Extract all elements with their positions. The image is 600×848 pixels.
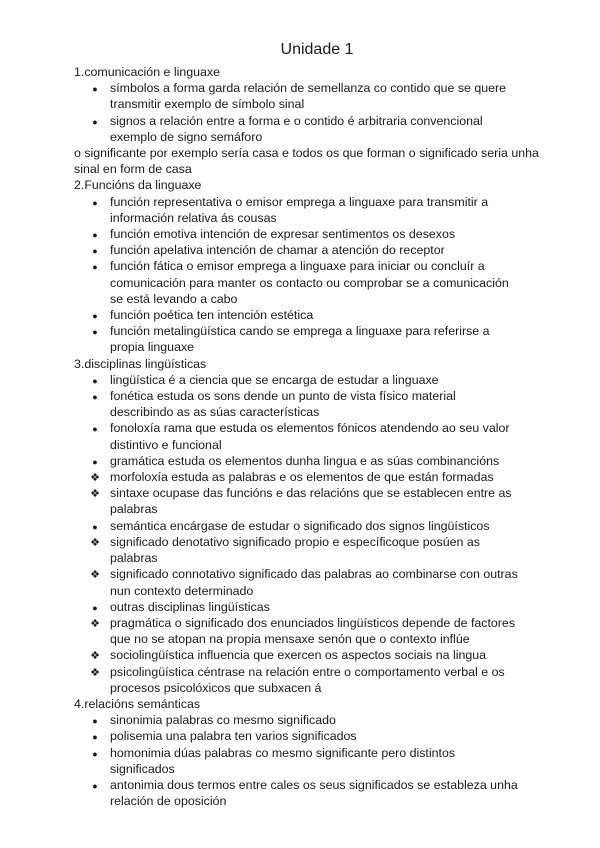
bullet-dot-icon [88,420,102,437]
list-item [74,566,522,598]
bullet-dot-icon [88,777,102,794]
section-heading: 4.relacións semánticas [74,696,201,711]
list-item [74,453,522,469]
bullet-diamond-icon [88,647,102,664]
section-heading: 2.Funcións da linguaxe [74,178,202,193]
list-item-text: signos a relación entre a forma e o contido é arbitraria convencional exemplo de signo semáforo [110,113,483,144]
list-item [74,258,522,307]
list-item-text: pragmática o significado dos enunciados lingüísticos depende de factores que no se atopan na propia mensaxe senón que o contexto inflúe [110,615,516,647]
list-item-text: polisemia una palabra ten varios significados [110,729,357,744]
list-item-text: símbolos a forma garda relación de semellanza co contido que se quere transmitir exemplo de símbolo sinal [110,81,507,112]
page-title: Unidade 1 [280,41,354,58]
list-item-text: morfoloxía estuda as palabras e os elementos de que están formadas [110,470,494,485]
list-item [74,307,522,323]
list-item [74,194,522,226]
bullet-list [74,194,560,356]
list-item-text: sociolingüística influencia que exercen os aspectos sociais na lingua [110,648,487,663]
list-item-text: función poética ten intención estética [110,308,314,323]
bullet-diamond-icon [88,566,102,583]
bullet-dot-icon [88,728,102,745]
list-item-text: significado connotativo significado das palabras ao combinarse con outras nun contexto determinado [110,567,518,598]
list-item [74,469,522,485]
bullet-dot-icon [88,258,102,275]
list-item-text: función emotiva intención de expresar sentimentos os desexos [110,227,456,242]
section-heading: 3.disciplinas lingüísticas [74,356,207,371]
bullet-dot-icon [88,599,102,616]
bullet-dot-icon [88,113,102,130]
list-item [74,388,522,420]
list-item [74,80,522,112]
paragraph: o significante por exemplo sería casa e todos os que forman o significado seria unha sinal en form de casa [74,146,539,177]
bullet-diamond-icon [88,664,102,681]
list-item-text: función apelativa intención de chamar a atención do receptor [110,243,445,258]
list-item-text: outras disciplinas lingüísticas [110,599,270,614]
list-item-text: sintaxe ocupase das funcións e das relacións que se establecen entre as palabras [110,486,512,517]
list-item-text: función fática o emisor emprega a linguaxe para iniciar ou concluír a comunicación para manter os contacto ou comprobar se a comunicación se está levando a cabo [110,259,509,306]
bullet-dot-icon [88,307,102,324]
section-heading: 1.comunicación e linguaxe [74,65,221,79]
list-item [74,420,522,452]
bullet-dot-icon [88,323,102,340]
list-item-text: lingüística é a ciencia que se encarga de estudar a linguaxe [110,372,439,387]
list-item [74,226,522,242]
bullet-diamond-icon [88,534,102,551]
bullet-dot-icon [88,712,102,729]
bullet-dot-icon [88,194,102,211]
bullet-diamond-icon [88,485,102,502]
bullet-dot-icon [88,518,102,535]
list-item [74,777,522,809]
bullet-dot-icon [88,745,102,762]
list-item [74,485,522,517]
list-item [74,372,522,388]
list-item [74,242,522,258]
list-item-text: homonimia dúas palabras co mesmo significante pero distintos significados [110,745,456,776]
bullet-dot-icon [88,242,102,259]
list-item [74,534,522,566]
bullet-dot-icon [88,453,102,470]
list-item-text: sinonimia palabras co mesmo significado [110,713,336,728]
list-item-text: función metalingüística cando se emprega a linguaxe para referirse a propia linguaxe [110,324,490,355]
bullet-dot-icon [88,388,102,405]
bullet-list [74,80,560,145]
bullet-dot-icon [88,80,102,97]
list-item [74,745,522,777]
list-item [74,323,522,355]
list-item [74,518,522,534]
list-item [74,712,522,728]
list-item [74,664,522,696]
list-item-text: psicolingüística céntrase na relación entre o comportamento verbal e os procesos psicolóxicos que subxacen á [110,664,505,695]
list-item-text: fonoloxía rama que estuda os elementos fónicos atendendo ao seu valor distintivo e funcional [110,421,510,452]
bullet-diamond-icon [88,615,102,632]
bullet-dot-icon [88,372,102,389]
list-item [74,728,522,744]
list-item-text: antonimia dous termos entre cales os seus significados se estableza unha relación de oposición [110,777,518,809]
bullet-dot-icon [88,226,102,243]
list-item [74,113,522,145]
bullet-diamond-icon [88,469,102,486]
list-item-text: significado denotativo significado propio e específicoque posúen as palabras [110,534,480,566]
list-item [74,615,522,647]
list-item [74,647,522,663]
list-item [74,599,522,615]
list-item-text: fonética estuda os sons dende un punto de vista físico material describindo as as súas características [110,389,456,420]
bullet-list [74,372,560,696]
list-item-text: semántica encárgase de estudar o significado dos signos lingüísticos [110,518,490,533]
list-item-text: gramática estuda os elementos dunha lingua e as súas combinancións [110,453,500,468]
list-item-text: función representativa o emisor emprega a linguaxe para transmitir a información relativa ás cousas [110,194,489,225]
bullet-list [74,712,560,809]
